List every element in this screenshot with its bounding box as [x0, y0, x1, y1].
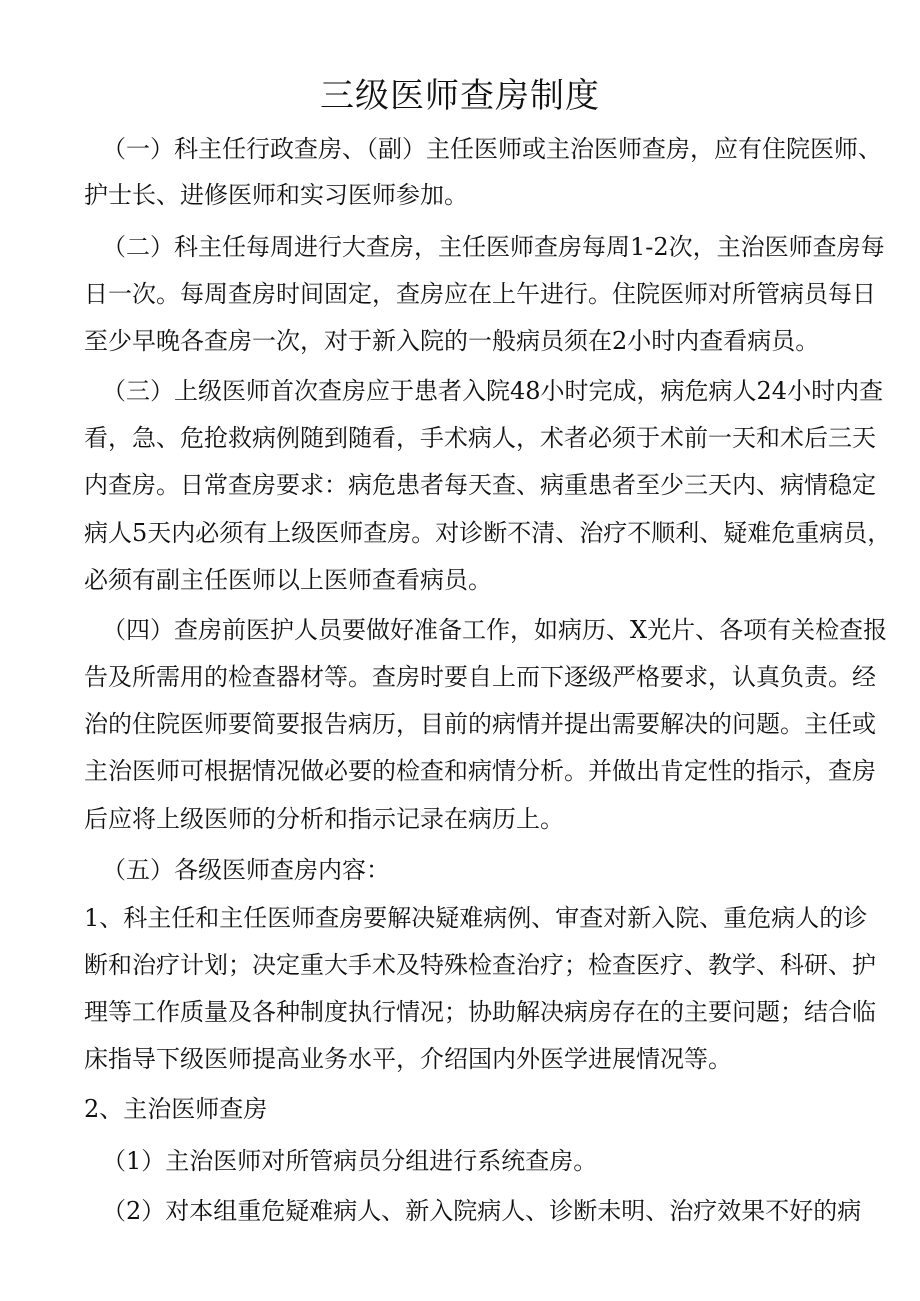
text-line: （三）上级医师首次查房应于患者入院48小时完成，病危病人24小时内查 — [102, 377, 884, 405]
text-line: 理等工作质量及各种制度执行情况；协助解决病房存在的主要问题；结合临 — [84, 998, 876, 1026]
text-line: 看，急、危抢救病例随到随看，手术病人，术者必须于术前一天和术后三天 — [84, 424, 876, 452]
text-line: 至少早晚各查房一次，对于新入院的一般病员须在2小时内查看病员。 — [84, 327, 820, 355]
text-line: （2）对本组重危疑难病人、新入院病人、诊断未明、治疗效果不好的病 — [102, 1197, 862, 1225]
text-line: （1）主治医师对所管病员分组进行系统查房。 — [102, 1147, 598, 1175]
text-line: 1、科主任和主任医师查房要解决疑难病例、审查对新入院、重危病人的诊 — [84, 904, 868, 932]
text-line: 断和治疗计划；决定重大手术及特殊检查治疗；检查医疗、教学、科研、护 — [84, 951, 876, 979]
text-line: 必须有副主任医师以上医师查看病员。 — [84, 566, 492, 594]
text-line: （一）科主任行政查房、（副）主任医师或主治医师查房，应有住院医师、 — [102, 135, 882, 163]
text-line: （五）各级医师查房内容： — [102, 856, 390, 884]
text-line: 主治医师可根据情况做必要的检查和病情分析。并做出肯定性的指示，查房 — [84, 757, 876, 785]
text-line: 床指导下级医师提高业务水平，介绍国内外医学进展情况等。 — [84, 1045, 732, 1073]
text-line: （四）查房前医护人员要做好准备工作，如病历、X光片、各项有关检查报 — [102, 616, 888, 644]
page-title: 三级医师查房制度 — [320, 76, 600, 116]
text-line: 2、主治医师查房 — [84, 1095, 268, 1123]
text-line: 治的住院医师要简要报告病历，目前的病情并提出需要解决的问题。主任或 — [84, 710, 876, 738]
text-line: 病人5天内必须有上级医师查房。对诊断不清、治疗不顺利、疑难危重病员， — [84, 519, 892, 547]
text-line: 内查房。日常查房要求：病危患者每天查、病重患者至少三天内、病情稳定 — [84, 471, 876, 499]
text-line: （二）科主任每周进行大查房，主任医师查房每周1-2次，主治医师查房每 — [102, 233, 885, 261]
text-line: 告及所需用的检查器材等。查房时要自上而下逐级严格要求，认真负责。经 — [84, 663, 876, 691]
text-line: 后应将上级医师的分析和指示记录在病历上。 — [84, 805, 564, 833]
text-line: 护士长、进修医师和实习医师参加。 — [84, 181, 468, 209]
text-line: 日一次。每周查房时间固定，查房应在上午进行。住院医师对所管病员每日 — [84, 280, 876, 308]
